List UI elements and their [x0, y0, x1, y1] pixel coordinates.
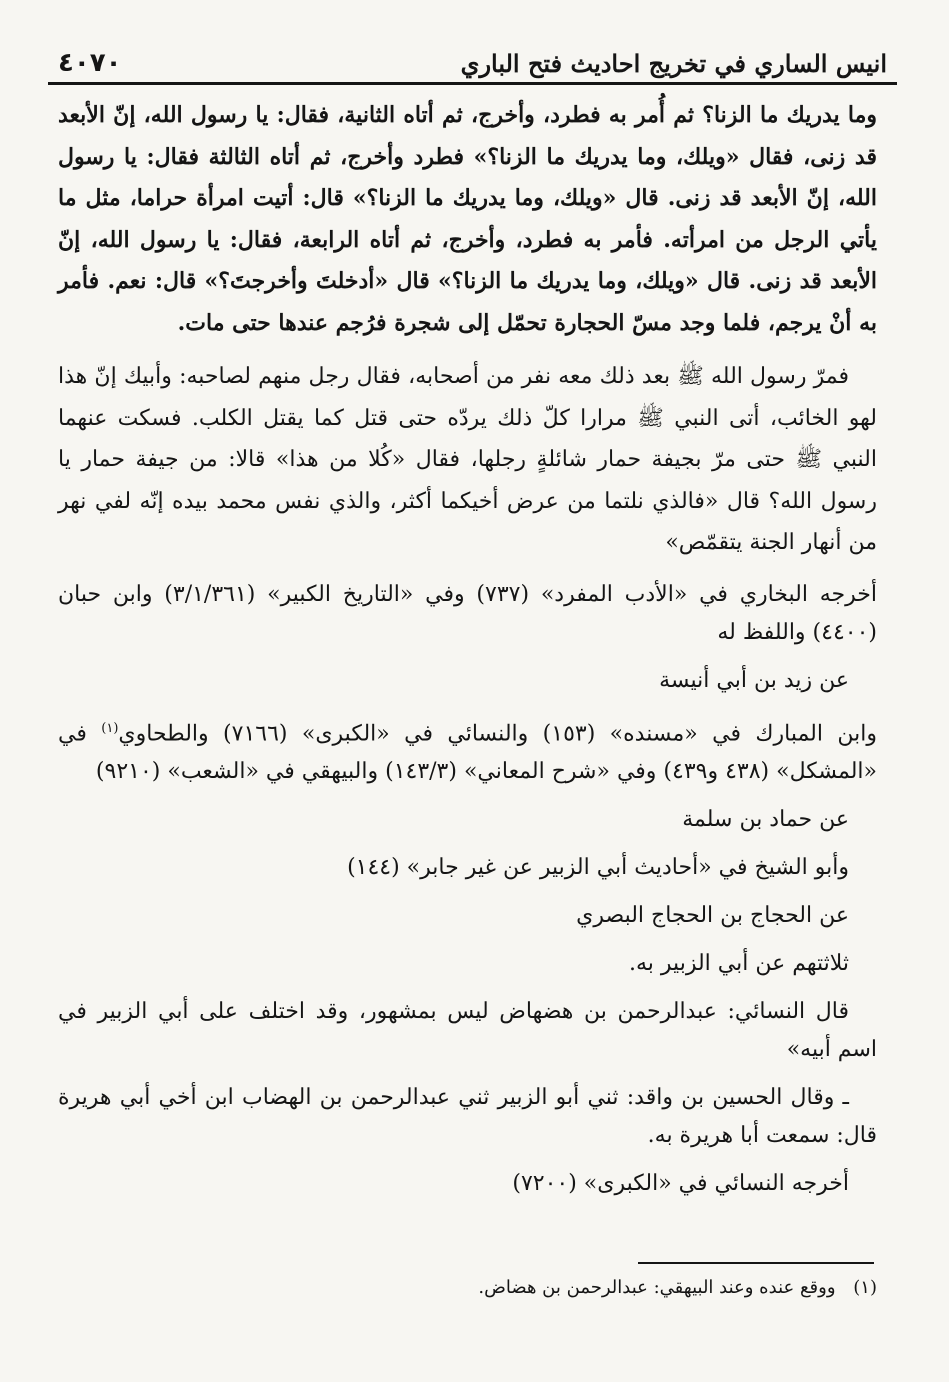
summary-line: ثلاثتهم عن أبي الزبير به.	[629, 950, 849, 976]
husayn-narration: ـ وقال الحسين بن واقد: ثني أبو الزبير ثني عبدالرحمن بن الهضاب ابن أخي أبي هريرة قال: سمعت أبا هريرة به.	[58, 1084, 877, 1148]
narrator-line-2: عن حماد بن سلمة	[682, 806, 849, 832]
nasai-comment: قال النسائي: عبدالرحمن بن هضهاض ليس بمشهور، وقد اختلف على أبي الزبير في اسم أبيه»	[58, 998, 877, 1062]
takhrij-ibn-mubarak	[58, 710, 877, 791]
hadith-paragraph-2: فمرّ رسول الله ﷺ بعد ذلك معه نفر من أصحابه، فقال رجل منهم لصاحبه: وأبيك إنّ هذا لهو الخائب، أتى النبي ﷺ مرارا كلّ ذلك يردّه حتى قتل كما يقتل الكلب. فسكت عنهما النبي ﷺ حتى مرّ بجيفة حمار شائلةٍ رجلها، فقال «كُلا من هذا» قالا: من جيفة حمار يا رسول الله؟ قال «فالذي نلتما من عرض أخيكما أكثر، والذي نفس محمد بيده إنّه لفي نهر من أنهار الجنة يتقمّص»	[58, 364, 877, 555]
page-number: ٤٠٧٠	[58, 48, 122, 78]
takhrij-ibn-mubarak-cont: في «المشكل» (٤٣٨ و٤٣٩) وفي «شرح المعاني» (١٤٣/٣) والبيهقي في «الشعب» (٩٢١٠)	[58, 720, 877, 784]
main-text	[58, 95, 877, 1213]
takhrij-nasai: أخرجه النسائي في «الكبرى» (٧٢٠٠)	[512, 1170, 849, 1196]
narrator-line-1: عن زيد بن أبي أنيسة	[659, 667, 849, 693]
running-title: انيس الساري في تخريج احاديث فتح الباري	[460, 49, 887, 78]
takhrij-ibn-mubarak-text: وابن المبارك في «مسنده» (١٥٣) والنسائي في «الكبرى» (٧١٦٦) والطحاوي	[118, 720, 878, 746]
hadith-paragraph-1: وما يدريك ما الزنا؟ ثم أُمر به فطرد، وأخرج، ثم أتاه الثانية، فقال: يا رسول الله، إنّ الأبعد قد زنى، فقال «ويلك، وما يدريك ما الزنا؟» فطرد وأخرج، ثم أتاه الثالثة فقال: يا رسول الله، إنّ الأبعد قد زنى. قال «ويلك، وما يدريك ما الزنا؟» قال: أتيت امرأة حراما، مثل ما يأتي الرجل من امرأته. فأمر به فطرد، وأخرج، ثم أتاه الرابعة، فقال: يا رسول الله، إنّ الأبعد قد زنى. قال «ويلك، وما يدريك ما الزنا؟» قال «أدخلتَ وأخرجتَ؟» قال: نعم. فأمر به أنْ يرجم، فلما وجد مسّ الحجارة تحمّل إلى شجرة فرُجم عندها حتى مات.	[58, 102, 877, 336]
footnote	[58, 1274, 877, 1302]
footnote-separator	[638, 1262, 874, 1264]
page-header	[48, 38, 897, 85]
takhrij-abu-shaykh: وأبو الشيخ في «أحاديث أبي الزبير عن غير جابر» (١٤٤)	[347, 854, 849, 880]
footnote-marker: (١)	[101, 720, 119, 736]
takhrij-bukhari: أخرجه البخاري في «الأدب المفرد» (٧٣٧) وفي «التاريخ الكبير» (٣/١/٣٦١) وابن حبان (٤٤٠٠) واللفظ له	[58, 581, 877, 645]
footnote-text: ووقع عنده وعند البيهقي: عبدالرحمن بن هضاض.	[478, 1277, 836, 1298]
footnote-number: (١)	[853, 1277, 877, 1298]
narrator-line-3: عن الحجاج بن الحجاج البصري	[576, 902, 849, 928]
